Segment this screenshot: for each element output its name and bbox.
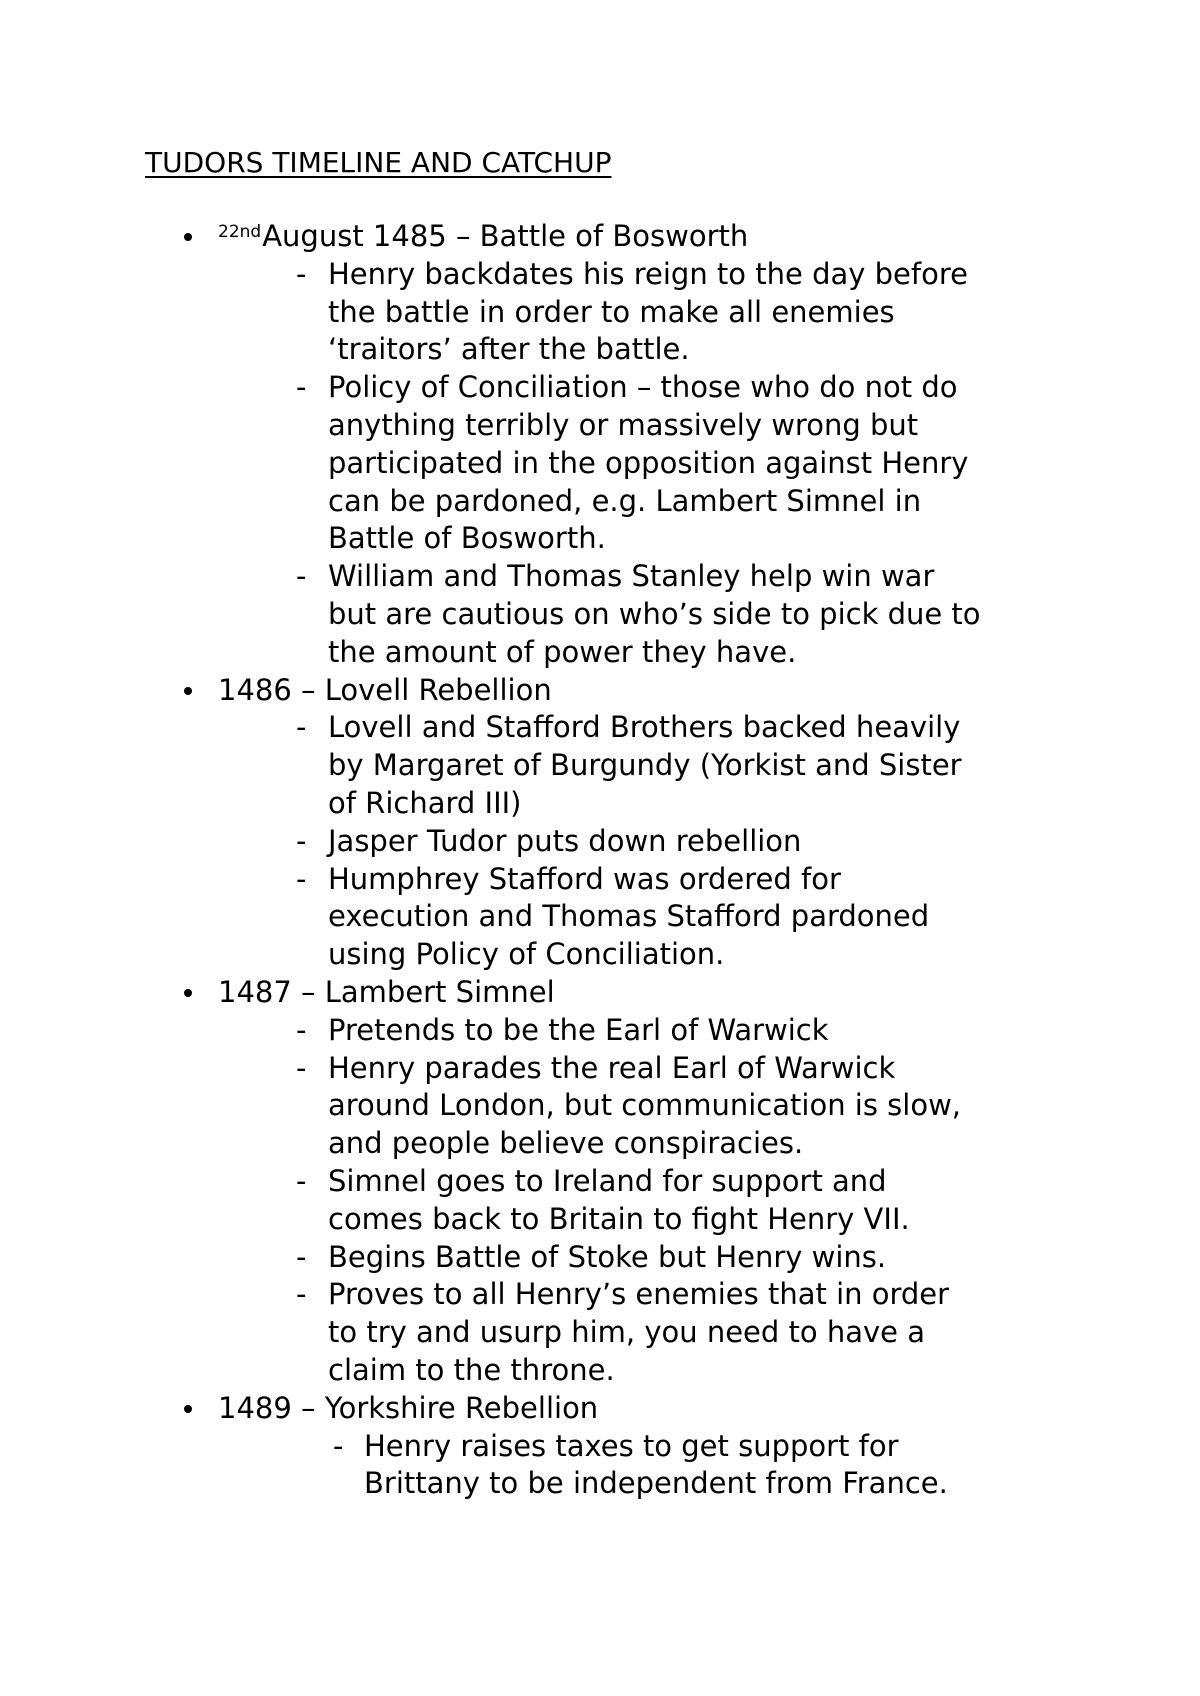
timeline-entry: [145, 672, 1085, 974]
text-line: ‘traitors’ after the battle.: [328, 332, 690, 367]
text-line: William and Thomas Stanley help win war: [328, 559, 935, 594]
list-item: [218, 1239, 1085, 1277]
list-item: [218, 256, 1085, 369]
text-line: can be pardoned, e.g. Lambert Simnel in: [328, 483, 922, 518]
text-line: Policy of Conciliation – those who do not do: [328, 370, 958, 405]
text-line: the amount of power they have.: [328, 634, 797, 669]
document-body: [145, 146, 1085, 1503]
dash-marker: -: [296, 559, 307, 594]
bullet-icon: [184, 687, 192, 695]
text-line: Henry parades the real Earl of Warwick: [328, 1050, 896, 1085]
dash-marker: -: [296, 710, 307, 745]
list-item: [218, 709, 1085, 822]
dash-marker: -: [296, 1163, 307, 1198]
text-line: Jasper Tudor puts down rebellion: [328, 823, 802, 858]
text-line: claim to the throne.: [328, 1352, 615, 1387]
bullet-icon: [184, 1405, 192, 1413]
list-item: [218, 558, 1085, 671]
timeline-list: [145, 218, 1085, 1503]
text-line: around London, but communication is slow,: [328, 1088, 962, 1123]
text-line: of Richard III): [328, 785, 522, 820]
text-line: but are cautious on who’s side to pick due to: [328, 596, 981, 631]
list-item: [218, 861, 1085, 974]
list-item: [218, 823, 1085, 861]
dash-marker: -: [296, 1012, 307, 1047]
date-ordinal-suffix: nd: [239, 222, 262, 242]
timeline-entry-title: August 1485 – Battle of Bosworth: [262, 219, 749, 253]
dash-marker: -: [333, 1428, 344, 1463]
dash-marker: -: [296, 1239, 307, 1274]
text-line: and people believe conspiracies.: [328, 1126, 804, 1161]
list-item: [218, 369, 1085, 558]
timeline-entry-points: [218, 256, 1085, 672]
dash-marker: -: [296, 370, 307, 405]
text-line: Henry backdates his reign to the day before: [328, 256, 968, 291]
timeline-entry-points: [218, 1012, 1085, 1390]
text-line: Pretends to be the Earl of Warwick: [328, 1012, 829, 1047]
dash-marker: -: [296, 1050, 307, 1085]
bullet-icon: [184, 989, 192, 997]
text-line: Lovell and Stafford Brothers backed heavily: [328, 710, 961, 745]
text-line: Henry raises taxes to get support for: [364, 1428, 899, 1463]
list-item: [218, 1276, 1085, 1389]
dash-marker: -: [296, 256, 307, 291]
list-item: [218, 1428, 1085, 1504]
timeline-entry-points: [218, 1428, 1085, 1504]
text-line: Begins Battle of Stoke but Henry wins.: [328, 1239, 887, 1274]
text-line: participated in the opposition against Henry: [328, 445, 969, 480]
text-line: Battle of Bosworth.: [328, 521, 606, 556]
timeline-entry: [145, 218, 1085, 672]
timeline-entry: [145, 1390, 1085, 1503]
list-item: [218, 1012, 1085, 1050]
date-day: 22: [218, 222, 240, 242]
dash-marker: -: [296, 823, 307, 858]
text-line: using Policy of Conciliation.: [328, 937, 725, 972]
timeline-entry-points: [218, 709, 1085, 974]
text-line: Simnel goes to Ireland for support and: [328, 1163, 887, 1198]
text-line: to try and usurp him, you need to have a: [328, 1315, 925, 1350]
document-title: TUDORS TIMELINE AND CATCHUP: [145, 146, 612, 179]
timeline-entry-title: 1486 – Lovell Rebellion: [218, 672, 552, 707]
text-line: Brittany to be independent from France.: [364, 1466, 948, 1501]
bullet-icon: [184, 233, 192, 241]
text-line: execution and Thomas Stafford pardoned: [328, 899, 930, 934]
dash-marker: -: [296, 1277, 307, 1312]
text-line: by Margaret of Burgundy (Yorkist and Sister: [328, 748, 962, 783]
text-line: Humphrey Stafford was ordered for: [328, 861, 841, 896]
text-line: comes back to Britain to fight Henry VII.: [328, 1201, 910, 1236]
text-line: Proves to all Henry’s enemies that in order: [328, 1277, 950, 1312]
text-line: anything terribly or massively wrong but: [328, 407, 919, 442]
dash-marker: -: [296, 861, 307, 896]
list-item: [218, 1163, 1085, 1239]
timeline-entry-heading: [218, 218, 1085, 256]
timeline-entry: [145, 974, 1085, 1390]
timeline-entry-title: 1489 – Yorkshire Rebellion: [218, 1390, 599, 1425]
timeline-entry-title: 1487 – Lambert Simnel: [218, 974, 555, 1009]
text-line: the battle in order to make all enemies: [328, 294, 895, 329]
list-item: [218, 1050, 1085, 1163]
